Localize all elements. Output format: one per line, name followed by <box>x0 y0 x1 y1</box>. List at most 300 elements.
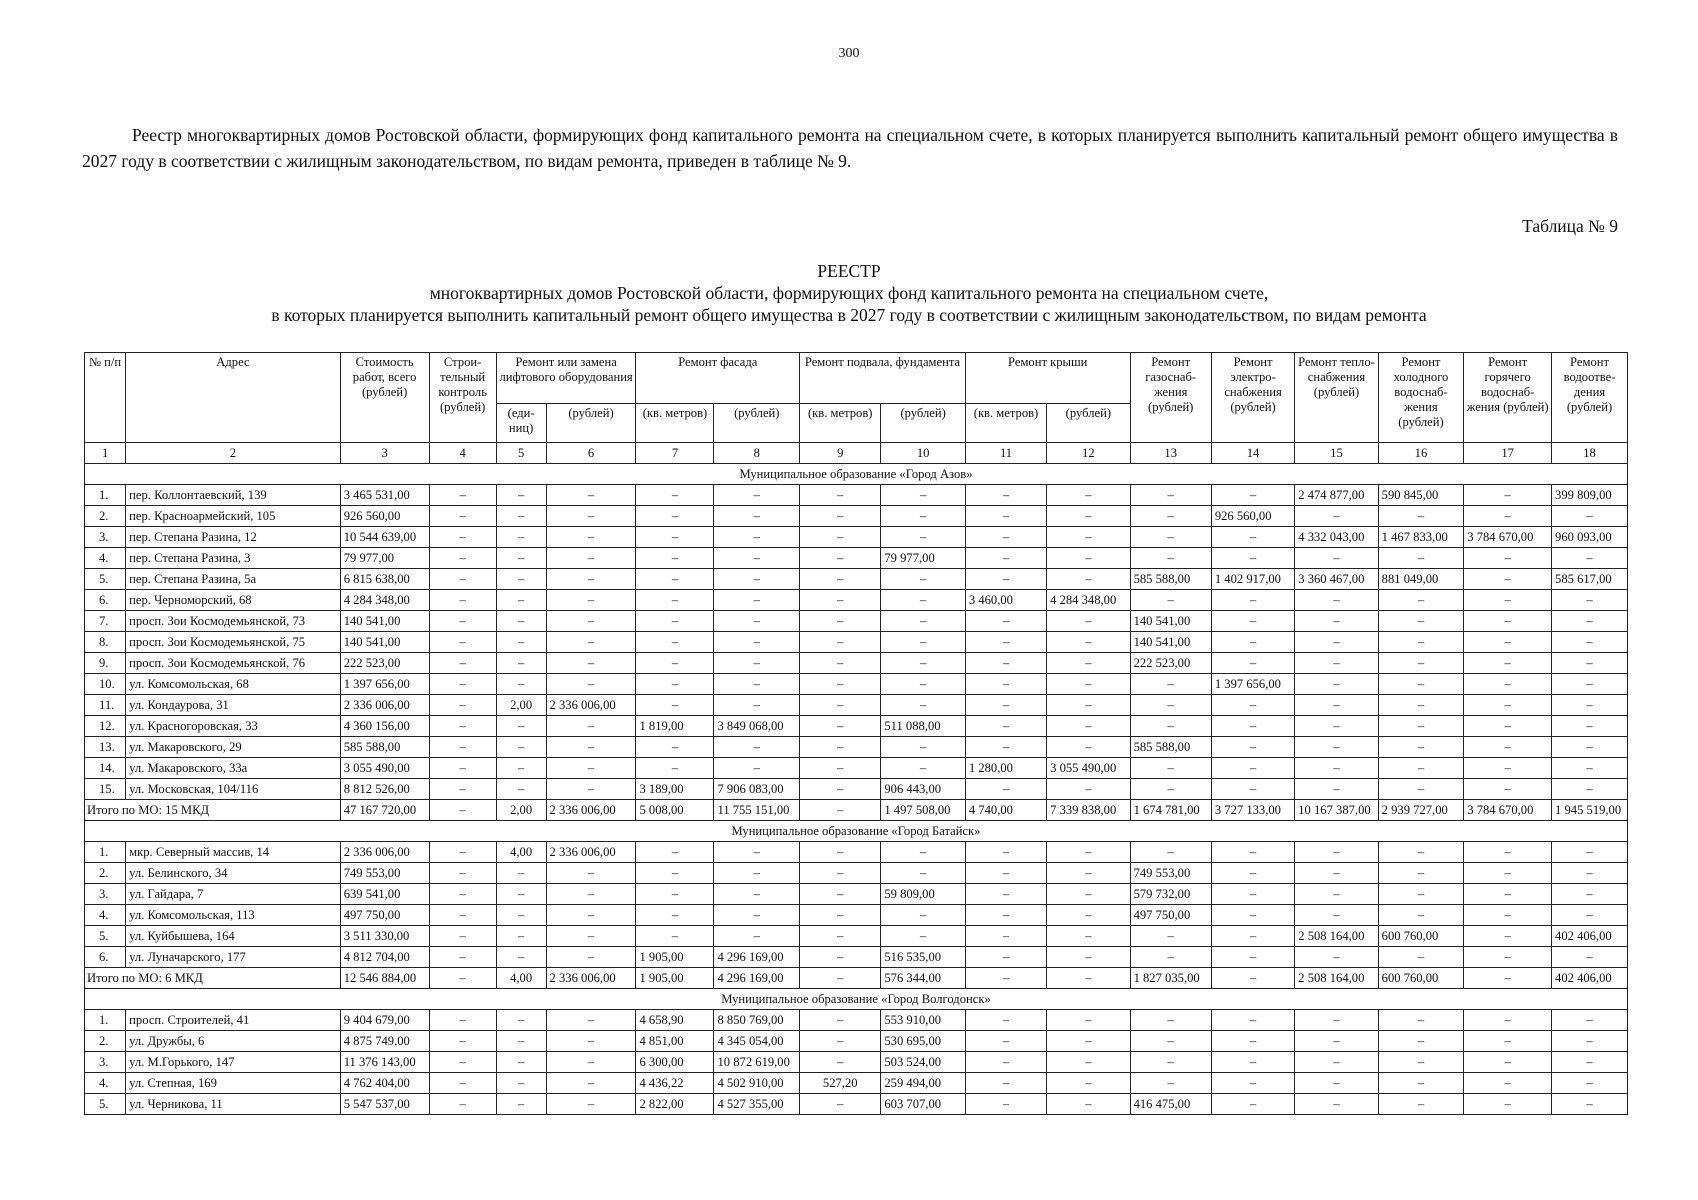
table-cell: – <box>1047 695 1130 716</box>
header-num: № п/п <box>85 353 126 443</box>
table-cell: – <box>546 1073 636 1094</box>
table-cell: – <box>429 947 496 968</box>
section-header-row <box>85 821 1628 842</box>
total-cell: – <box>800 968 881 989</box>
row-address: ул. Луначарского, 177 <box>126 947 341 968</box>
table-row <box>85 485 1628 506</box>
table-cell: – <box>1047 947 1130 968</box>
table-cell: – <box>800 926 881 947</box>
table-cell: – <box>1047 485 1130 506</box>
table-cell: – <box>800 905 881 926</box>
table-cell: – <box>496 1010 546 1031</box>
table-row <box>85 695 1628 716</box>
table-cell: – <box>1211 611 1294 632</box>
row-address: ул. Гайдара, 7 <box>126 884 341 905</box>
registry-title-line-3: в которых планируется выполнить капитальный ремонт общего имущества в 2027 году в соответствии с жилищным законодательством, по видам ремонта <box>271 305 1427 325</box>
table-cell: – <box>1211 695 1294 716</box>
table-cell: – <box>1378 674 1464 695</box>
table-cell: – <box>1211 716 1294 737</box>
table-cell: – <box>1378 653 1464 674</box>
table-cell: – <box>1130 674 1211 695</box>
table-cell: 926 560,00 <box>1211 506 1294 527</box>
table-cell: – <box>1295 863 1378 884</box>
row-total-cost: 4 875 749,00 <box>340 1031 429 1052</box>
row-total-cost: 5 547 537,00 <box>340 1094 429 1115</box>
row-total-cost: 140 541,00 <box>340 611 429 632</box>
table-row <box>85 926 1628 947</box>
row-total-cost: 4 812 704,00 <box>340 947 429 968</box>
table-row <box>85 863 1628 884</box>
table-cell: – <box>1295 506 1378 527</box>
table-cell: – <box>1378 590 1464 611</box>
table-cell: – <box>714 632 800 653</box>
table-cell: – <box>881 905 966 926</box>
table-row <box>85 758 1628 779</box>
table-cell: 4 851,00 <box>636 1031 714 1052</box>
row-total-cost: 8 812 526,00 <box>340 779 429 800</box>
table-cell: – <box>1552 779 1628 800</box>
row-address: ул. Белинского, 34 <box>126 863 341 884</box>
table-cell: – <box>1552 506 1628 527</box>
total-cell: 4 740,00 <box>965 800 1046 821</box>
table-cell: – <box>1464 884 1552 905</box>
table-cell: – <box>1130 716 1211 737</box>
table-cell: – <box>496 527 546 548</box>
table-cell: – <box>800 548 881 569</box>
row-total-cost: 9 404 679,00 <box>340 1010 429 1031</box>
table-cell: – <box>1464 1094 1552 1115</box>
total-cell: 1 905,00 <box>636 968 714 989</box>
table-cell: – <box>1295 1052 1378 1073</box>
table-cell: – <box>1211 527 1294 548</box>
table-cell: – <box>881 695 966 716</box>
column-number: 10 <box>881 443 966 464</box>
table-cell: – <box>714 674 800 695</box>
table-cell: – <box>1295 590 1378 611</box>
table-cell: – <box>429 569 496 590</box>
total-cost: 47 167 720,00 <box>340 800 429 821</box>
table-row <box>85 506 1628 527</box>
table-cell: – <box>1295 758 1378 779</box>
table-cell: – <box>1378 1010 1464 1031</box>
table-cell: 579 732,00 <box>1130 884 1211 905</box>
table-cell: – <box>546 548 636 569</box>
row-number: 6. <box>85 590 126 611</box>
table-cell: – <box>1464 863 1552 884</box>
table-cell: – <box>1464 905 1552 926</box>
table-cell: 402 406,00 <box>1552 926 1628 947</box>
table-cell: 259 494,00 <box>881 1073 966 1094</box>
table-cell: – <box>1130 506 1211 527</box>
row-number: 4. <box>85 548 126 569</box>
table-cell: – <box>1047 611 1130 632</box>
table-cell: – <box>429 716 496 737</box>
row-number: 11. <box>85 695 126 716</box>
table-cell: – <box>965 1031 1046 1052</box>
table-cell: – <box>1378 695 1464 716</box>
table-cell: – <box>1295 1010 1378 1031</box>
row-address: ул. Макаровского, 29 <box>126 737 341 758</box>
total-cell: – <box>965 968 1046 989</box>
table-cell: – <box>714 590 800 611</box>
table-cell: – <box>1130 527 1211 548</box>
table-cell: – <box>1295 1094 1378 1115</box>
table-cell: – <box>636 569 714 590</box>
table-cell: – <box>1130 779 1211 800</box>
table-cell: 749 553,00 <box>1130 863 1211 884</box>
table-cell: 140 541,00 <box>1130 611 1211 632</box>
header-electric: Ремонт электро-снабжения (рублей) <box>1211 353 1294 443</box>
table-cell: 4 502 910,00 <box>714 1073 800 1094</box>
table-cell: – <box>1378 1094 1464 1115</box>
table-cell: – <box>1295 632 1378 653</box>
table-cell: – <box>1211 884 1294 905</box>
row-number: 15. <box>85 779 126 800</box>
table-cell: – <box>1552 905 1628 926</box>
table-cell: 3 189,00 <box>636 779 714 800</box>
total-cell: 5 008,00 <box>636 800 714 821</box>
table-cell: – <box>1464 611 1552 632</box>
table-cell: – <box>1378 716 1464 737</box>
table-cell: – <box>1211 632 1294 653</box>
table-cell: – <box>1552 590 1628 611</box>
table-cell: 3 055 490,00 <box>1047 758 1130 779</box>
table-cell: 222 523,00 <box>1130 653 1211 674</box>
table-cell: – <box>714 737 800 758</box>
table-cell: – <box>429 653 496 674</box>
total-cell: – <box>429 968 496 989</box>
total-cell: 3 784 670,00 <box>1464 800 1552 821</box>
row-address: ул. Куйбышева, 164 <box>126 926 341 947</box>
header-roof-rubles: (рублей) <box>1047 404 1130 443</box>
table-cell: 3 784 670,00 <box>1464 527 1552 548</box>
column-number: 5 <box>496 443 546 464</box>
table-cell: – <box>714 842 800 863</box>
row-total-cost: 140 541,00 <box>340 632 429 653</box>
table-cell: – <box>429 632 496 653</box>
table-cell: – <box>1378 884 1464 905</box>
table-cell: – <box>881 632 966 653</box>
column-number: 4 <box>429 443 496 464</box>
table-row <box>85 527 1628 548</box>
column-number: 15 <box>1295 443 1378 464</box>
table-row <box>85 947 1628 968</box>
row-total-cost: 10 544 639,00 <box>340 527 429 548</box>
row-address: ул. Красногоровская, 33 <box>126 716 341 737</box>
table-cell: 2 508 164,00 <box>1295 926 1378 947</box>
row-number: 3. <box>85 884 126 905</box>
total-cell: 2 939 727,00 <box>1378 800 1464 821</box>
column-number: 17 <box>1464 443 1552 464</box>
table-cell: 603 707,00 <box>881 1094 966 1115</box>
table-cell: – <box>965 485 1046 506</box>
table-cell: – <box>714 695 800 716</box>
table-cell: – <box>429 1094 496 1115</box>
table-row <box>85 548 1628 569</box>
row-number: 2. <box>85 1031 126 1052</box>
table-cell: – <box>1130 548 1211 569</box>
table-row <box>85 884 1628 905</box>
table-cell: – <box>546 1031 636 1052</box>
table-cell: – <box>496 926 546 947</box>
table-cell: – <box>800 611 881 632</box>
table-cell: – <box>965 632 1046 653</box>
total-cell: 2,00 <box>496 800 546 821</box>
table-cell: – <box>1464 590 1552 611</box>
table-cell: – <box>1047 884 1130 905</box>
header-basement: Ремонт подвала, фундамента <box>800 353 966 404</box>
table-cell: – <box>965 737 1046 758</box>
row-address: пер. Красноармейский, 105 <box>126 506 341 527</box>
table-cell: – <box>881 674 966 695</box>
registry-title-line-2: многоквартирных домов Ростовской области, формирующих фонд капитального ремонта на специальном счете, <box>429 283 1269 303</box>
total-cell: 10 167 387,00 <box>1295 800 1378 821</box>
table-cell: – <box>965 863 1046 884</box>
column-number: 1 <box>85 443 126 464</box>
total-cell: 2 336 006,00 <box>546 968 636 989</box>
table-cell: – <box>636 485 714 506</box>
table-cell: – <box>714 884 800 905</box>
table-cell: – <box>800 737 881 758</box>
row-address: просп. Зои Космодемьянской, 73 <box>126 611 341 632</box>
table-cell: 511 088,00 <box>881 716 966 737</box>
table-cell: – <box>1211 1052 1294 1073</box>
row-total-cost: 79 977,00 <box>340 548 429 569</box>
table-cell: – <box>1378 737 1464 758</box>
table-cell: – <box>800 1010 881 1031</box>
table-cell: – <box>714 905 800 926</box>
total-cell: 1 945 519,00 <box>1552 800 1628 821</box>
table-cell: – <box>1295 842 1378 863</box>
table-cell: – <box>714 548 800 569</box>
table-cell: 1 402 917,00 <box>1211 569 1294 590</box>
registry-table <box>84 352 1628 1115</box>
table-cell: – <box>1552 716 1628 737</box>
table-cell: – <box>1047 632 1130 653</box>
table-cell: 516 535,00 <box>881 947 966 968</box>
table-cell: – <box>714 758 800 779</box>
row-address: ул. Комсомольская, 113 <box>126 905 341 926</box>
table-cell: – <box>1552 611 1628 632</box>
header-drainage: Ремонт водоотве-дения (рублей) <box>1552 353 1628 443</box>
table-cell: – <box>1552 548 1628 569</box>
table-cell: – <box>636 695 714 716</box>
header-lift-units: (еди-ниц) <box>496 404 546 443</box>
table-cell: – <box>965 842 1046 863</box>
table-cell: – <box>1552 842 1628 863</box>
table-cell: – <box>496 1031 546 1052</box>
table-cell: – <box>800 527 881 548</box>
total-cell: 11 755 151,00 <box>714 800 800 821</box>
table-cell: – <box>429 611 496 632</box>
table-cell: – <box>546 485 636 506</box>
header-cold-water: Ремонт холодного водоснаб-жения (рублей) <box>1378 353 1464 443</box>
table-cell: – <box>546 1094 636 1115</box>
total-cell: 4,00 <box>496 968 546 989</box>
table-cell: – <box>429 548 496 569</box>
row-number: 3. <box>85 527 126 548</box>
table-cell: – <box>800 485 881 506</box>
header-heat: Ремонт тепло-снабжения (рублей) <box>1295 353 1378 443</box>
row-total-cost: 497 750,00 <box>340 905 429 926</box>
table-cell: – <box>965 506 1046 527</box>
table-cell: – <box>800 1052 881 1073</box>
table-cell: – <box>881 863 966 884</box>
table-cell: – <box>496 653 546 674</box>
table-cell: – <box>1378 905 1464 926</box>
table-cell: – <box>1047 569 1130 590</box>
table-cell: – <box>1552 1073 1628 1094</box>
table-cell: – <box>1295 1073 1378 1094</box>
row-number: 2. <box>85 863 126 884</box>
table-cell: – <box>800 695 881 716</box>
table-cell: – <box>546 863 636 884</box>
table-cell: – <box>1047 863 1130 884</box>
table-cell: – <box>965 653 1046 674</box>
table-cell: – <box>1378 632 1464 653</box>
table-cell: – <box>496 1094 546 1115</box>
row-address: мкр. Северный массив, 14 <box>126 842 341 863</box>
row-address: пер. Коллонтаевский, 139 <box>126 485 341 506</box>
table-cell: – <box>1130 1073 1211 1094</box>
table-row <box>85 905 1628 926</box>
table-cell: 1 905,00 <box>636 947 714 968</box>
table-cell: – <box>429 905 496 926</box>
table-cell: – <box>881 758 966 779</box>
table-row <box>85 1052 1628 1073</box>
header-facade: Ремонт фасада <box>636 353 800 404</box>
table-cell: – <box>881 590 966 611</box>
table-cell: – <box>1464 758 1552 779</box>
table-cell: – <box>546 758 636 779</box>
row-total-cost: 11 376 143,00 <box>340 1052 429 1073</box>
table-cell: 2 336 006,00 <box>546 695 636 716</box>
column-number: 8 <box>714 443 800 464</box>
table-cell: 2 822,00 <box>636 1094 714 1115</box>
table-cell: 590 845,00 <box>1378 485 1464 506</box>
table-cell: – <box>881 569 966 590</box>
table-cell: – <box>1378 779 1464 800</box>
table-cell: – <box>546 779 636 800</box>
table-cell: – <box>1047 1031 1130 1052</box>
row-total-cost: 926 560,00 <box>340 506 429 527</box>
table-cell: – <box>1211 1094 1294 1115</box>
row-total-cost: 1 397 656,00 <box>340 674 429 695</box>
table-cell: – <box>965 527 1046 548</box>
row-address: пер. Степана Разина, 3 <box>126 548 341 569</box>
total-cell: 2 336 006,00 <box>546 800 636 821</box>
column-number: 7 <box>636 443 714 464</box>
table-cell: – <box>800 884 881 905</box>
table-cell: – <box>496 779 546 800</box>
table-cell: – <box>1464 926 1552 947</box>
row-address: ул. Комсомольская, 68 <box>126 674 341 695</box>
row-number: 9. <box>85 653 126 674</box>
header-roof: Ремонт крыши <box>965 353 1130 404</box>
total-cell: 402 406,00 <box>1552 968 1628 989</box>
table-cell: – <box>546 947 636 968</box>
table-cell: 2 474 877,00 <box>1295 485 1378 506</box>
table-cell: – <box>1464 632 1552 653</box>
row-address: пер. Степана Разина, 12 <box>126 527 341 548</box>
table-cell: – <box>496 1073 546 1094</box>
header-roof-area: (кв. метров) <box>965 404 1046 443</box>
table-cell: – <box>1047 1010 1130 1031</box>
table-cell: – <box>1552 1094 1628 1115</box>
table-cell: – <box>714 611 800 632</box>
table-row <box>85 1094 1628 1115</box>
table-cell: – <box>636 548 714 569</box>
column-number: 13 <box>1130 443 1211 464</box>
table-cell: – <box>636 611 714 632</box>
header-basement-rubles: (рублей) <box>881 404 966 443</box>
table-cell: – <box>1047 737 1130 758</box>
table-cell: – <box>965 674 1046 695</box>
table-cell: 1 467 833,00 <box>1378 527 1464 548</box>
table-cell: 553 910,00 <box>881 1010 966 1031</box>
table-cell: – <box>1464 1031 1552 1052</box>
table-cell: 497 750,00 <box>1130 905 1211 926</box>
table-cell: – <box>496 674 546 695</box>
table-row <box>85 590 1628 611</box>
total-label: Итого по МО: 15 МКД <box>85 800 341 821</box>
table-body <box>85 464 1628 1115</box>
table-cell: – <box>1464 737 1552 758</box>
row-number: 1. <box>85 842 126 863</box>
total-cell: – <box>1047 968 1130 989</box>
row-address: ул. Черникова, 11 <box>126 1094 341 1115</box>
total-cell: – <box>429 800 496 821</box>
header-control: Строи-тельный контроль (рублей) <box>429 353 496 443</box>
header-address: Адрес <box>126 353 341 443</box>
table-row <box>85 611 1628 632</box>
row-number: 1. <box>85 1010 126 1031</box>
table-cell: – <box>546 1010 636 1031</box>
table-cell: – <box>429 758 496 779</box>
table-cell: – <box>636 926 714 947</box>
page-number: 300 <box>838 46 860 61</box>
table-cell: – <box>1552 863 1628 884</box>
table-number: Таблица № 9 <box>1522 216 1618 236</box>
table-cell: – <box>1464 569 1552 590</box>
table-cell: – <box>800 842 881 863</box>
total-cell: – <box>800 800 881 821</box>
table-cell: – <box>714 569 800 590</box>
row-number: 14. <box>85 758 126 779</box>
column-number: 14 <box>1211 443 1294 464</box>
table-cell: – <box>429 695 496 716</box>
table-cell: 527,20 <box>800 1073 881 1094</box>
table-cell: 7 906 083,00 <box>714 779 800 800</box>
row-address: пер. Черноморский, 68 <box>126 590 341 611</box>
table-cell: – <box>1130 695 1211 716</box>
row-address: ул. Московская, 104/116 <box>126 779 341 800</box>
table-cell: – <box>1295 1031 1378 1052</box>
table-cell: 3 360 467,00 <box>1295 569 1378 590</box>
table-cell: – <box>1047 1052 1130 1073</box>
table-cell: 585 588,00 <box>1130 569 1211 590</box>
table-cell: – <box>496 737 546 758</box>
table-cell: – <box>1047 779 1130 800</box>
table-cell: – <box>965 884 1046 905</box>
table-cell: – <box>1552 1031 1628 1052</box>
table-cell: – <box>546 1052 636 1073</box>
table-cell: – <box>965 1010 1046 1031</box>
table-cell: – <box>1295 674 1378 695</box>
table-row <box>85 632 1628 653</box>
row-total-cost: 4 360 156,00 <box>340 716 429 737</box>
row-address: просп. Зои Космодемьянской, 75 <box>126 632 341 653</box>
